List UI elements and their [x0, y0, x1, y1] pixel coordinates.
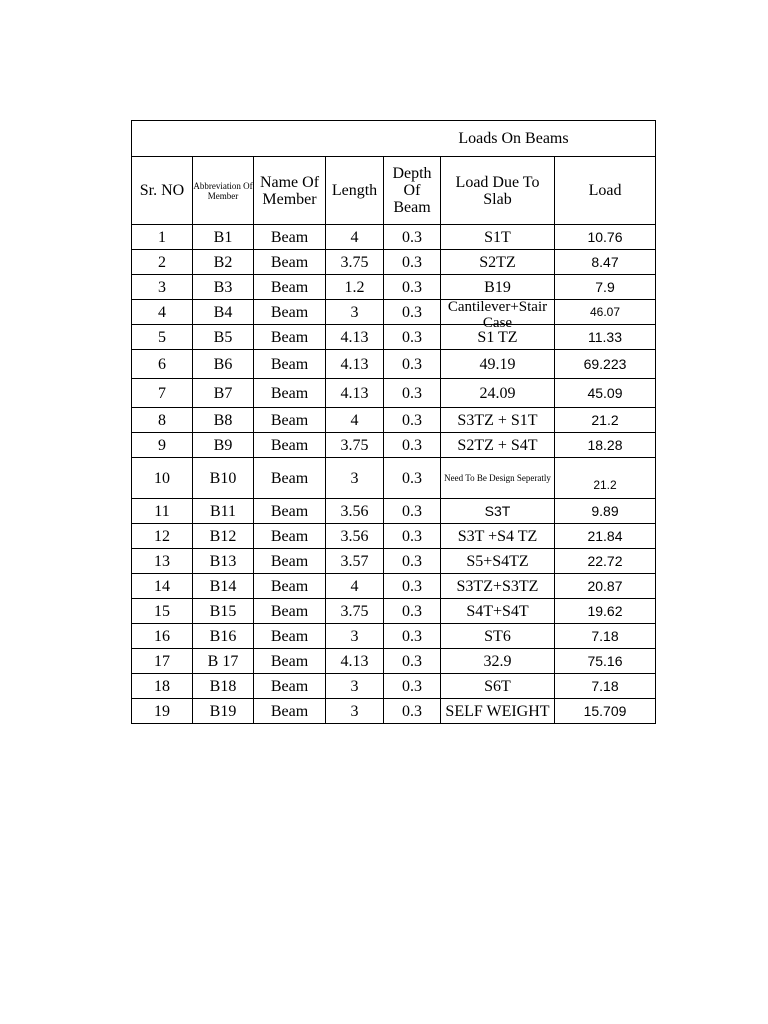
- depth-cell: 0.3: [384, 408, 441, 433]
- abbreviation-cell: B2: [193, 250, 254, 275]
- member-name-cell: Beam: [254, 325, 326, 350]
- member-name-cell: Beam: [254, 674, 326, 699]
- length-cell: 3: [326, 699, 384, 724]
- table-row: [132, 275, 656, 300]
- length-cell: 3: [326, 458, 384, 499]
- sr-no-cell: 8: [132, 408, 193, 433]
- load-cell: 7.9: [555, 275, 656, 300]
- depth-cell: 0.3: [384, 574, 441, 599]
- abbreviation-cell: B19: [193, 699, 254, 724]
- sr-no-cell: 11: [132, 499, 193, 524]
- load-due-to-slab-cell: Cantilever+Stair Case: [441, 300, 555, 325]
- load-due-to-slab-cell: S6T: [441, 674, 555, 699]
- load-due-to-slab-cell: SELF WEIGHT: [441, 699, 555, 724]
- member-name-cell: Beam: [254, 225, 326, 250]
- length-cell: 4: [326, 225, 384, 250]
- member-name-cell: Beam: [254, 433, 326, 458]
- load-cell: 8.47: [555, 250, 656, 275]
- sr-no-cell: 4: [132, 300, 193, 325]
- header-depth-of-beam: Depth Of Beam: [384, 157, 441, 225]
- load-cell: 21.2: [555, 408, 656, 433]
- sr-no-cell: 17: [132, 649, 193, 674]
- abbreviation-cell: B6: [193, 350, 254, 379]
- sr-no-cell: 19: [132, 699, 193, 724]
- abbreviation-cell: B12: [193, 524, 254, 549]
- loads-on-beams-table: [131, 120, 656, 724]
- load-due-to-slab-cell: S1T: [441, 225, 555, 250]
- length-cell: 4: [326, 408, 384, 433]
- header-load: Load: [555, 157, 656, 225]
- load-due-to-slab-cell: S3TZ + S1T: [441, 408, 555, 433]
- load-due-to-slab-cell: S2TZ + S4T: [441, 433, 555, 458]
- abbreviation-cell: B5: [193, 325, 254, 350]
- member-name-cell: Beam: [254, 624, 326, 649]
- load-due-to-slab-cell: S2TZ: [441, 250, 555, 275]
- sr-no-cell: 15: [132, 599, 193, 624]
- load-cell: 22.72: [555, 549, 656, 574]
- load-due-to-slab-cell: ST6: [441, 624, 555, 649]
- depth-cell: 0.3: [384, 250, 441, 275]
- length-cell: 3: [326, 674, 384, 699]
- table-row: [132, 433, 656, 458]
- load-cell: 69.223: [555, 350, 656, 379]
- length-cell: 3.56: [326, 499, 384, 524]
- table-row: [132, 499, 656, 524]
- abbreviation-cell: B13: [193, 549, 254, 574]
- header-name-of-member: Name Of Member: [254, 157, 326, 225]
- abbreviation-cell: B7: [193, 379, 254, 408]
- load-cell: 21.2: [555, 458, 656, 499]
- table-row: [132, 325, 656, 350]
- member-name-cell: Beam: [254, 275, 326, 300]
- depth-cell: 0.3: [384, 549, 441, 574]
- depth-cell: 0.3: [384, 674, 441, 699]
- sr-no-cell: 3: [132, 275, 193, 300]
- length-cell: 4.13: [326, 379, 384, 408]
- sr-no-cell: 1: [132, 225, 193, 250]
- depth-cell: 0.3: [384, 350, 441, 379]
- depth-cell: 0.3: [384, 275, 441, 300]
- length-cell: 1.2: [326, 275, 384, 300]
- sr-no-cell: 5: [132, 325, 193, 350]
- abbreviation-cell: B8: [193, 408, 254, 433]
- table-title: Loads On Beams: [132, 121, 656, 157]
- depth-cell: 0.3: [384, 458, 441, 499]
- member-name-cell: Beam: [254, 408, 326, 433]
- load-due-to-slab-cell: Need To Be Design Seperatly: [441, 458, 555, 499]
- depth-cell: 0.3: [384, 524, 441, 549]
- abbreviation-cell: B3: [193, 275, 254, 300]
- length-cell: 4: [326, 574, 384, 599]
- table-row: [132, 549, 656, 574]
- member-name-cell: Beam: [254, 524, 326, 549]
- header-sr-no: Sr. NO: [132, 157, 193, 225]
- sr-no-cell: 12: [132, 524, 193, 549]
- member-name-cell: Beam: [254, 350, 326, 379]
- sr-no-cell: 7: [132, 379, 193, 408]
- depth-cell: 0.3: [384, 300, 441, 325]
- load-cell: 75.16: [555, 649, 656, 674]
- load-due-to-slab-cell: S3T +S4 TZ: [441, 524, 555, 549]
- load-cell: 18.28: [555, 433, 656, 458]
- table-row: [132, 300, 656, 325]
- member-name-cell: Beam: [254, 699, 326, 724]
- table-row: [132, 699, 656, 724]
- depth-cell: 0.3: [384, 499, 441, 524]
- length-cell: 4.13: [326, 649, 384, 674]
- depth-cell: 0.3: [384, 225, 441, 250]
- member-name-cell: Beam: [254, 574, 326, 599]
- length-cell: 4.13: [326, 350, 384, 379]
- length-cell: 4.13: [326, 325, 384, 350]
- table-row: [132, 458, 656, 499]
- header-length: Length: [326, 157, 384, 225]
- length-cell: 3: [326, 624, 384, 649]
- load-cell: 21.84: [555, 524, 656, 549]
- load-due-to-slab-cell: S3T: [441, 499, 555, 524]
- header-load-due-to-slab: Load Due To Slab: [441, 157, 555, 225]
- member-name-cell: Beam: [254, 649, 326, 674]
- table-row: [132, 649, 656, 674]
- load-cell: 45.09: [555, 379, 656, 408]
- member-name-cell: Beam: [254, 300, 326, 325]
- table-row: [132, 225, 656, 250]
- member-name-cell: Beam: [254, 499, 326, 524]
- member-name-cell: Beam: [254, 549, 326, 574]
- length-cell: 3.57: [326, 549, 384, 574]
- depth-cell: 0.3: [384, 699, 441, 724]
- load-due-to-slab-cell: 49.19: [441, 350, 555, 379]
- sr-no-cell: 18: [132, 674, 193, 699]
- load-cell: 7.18: [555, 624, 656, 649]
- abbreviation-cell: B16: [193, 624, 254, 649]
- table-row: [132, 624, 656, 649]
- sr-no-cell: 2: [132, 250, 193, 275]
- load-cell: 9.89: [555, 499, 656, 524]
- abbreviation-cell: B9: [193, 433, 254, 458]
- load-due-to-slab-cell: S4T+S4T: [441, 599, 555, 624]
- load-cell: 7.18: [555, 674, 656, 699]
- depth-cell: 0.3: [384, 599, 441, 624]
- abbreviation-cell: B1: [193, 225, 254, 250]
- length-cell: 3.56: [326, 524, 384, 549]
- abbreviation-cell: B18: [193, 674, 254, 699]
- table-row: [132, 674, 656, 699]
- length-cell: 3.75: [326, 433, 384, 458]
- load-cell: 46.07: [555, 300, 656, 325]
- load-due-to-slab-cell: 32.9: [441, 649, 555, 674]
- load-due-to-slab-cell: S3TZ+S3TZ: [441, 574, 555, 599]
- table-row: [132, 599, 656, 624]
- sr-no-cell: 6: [132, 350, 193, 379]
- abbreviation-cell: B11: [193, 499, 254, 524]
- depth-cell: 0.3: [384, 379, 441, 408]
- member-name-cell: Beam: [254, 379, 326, 408]
- table-row: [132, 574, 656, 599]
- depth-cell: 0.3: [384, 649, 441, 674]
- load-due-to-slab-cell: 24.09: [441, 379, 555, 408]
- sr-no-cell: 14: [132, 574, 193, 599]
- length-cell: 3.75: [326, 250, 384, 275]
- sr-no-cell: 16: [132, 624, 193, 649]
- table-row: [132, 379, 656, 408]
- sr-no-cell: 13: [132, 549, 193, 574]
- member-name-cell: Beam: [254, 250, 326, 275]
- length-cell: 3: [326, 300, 384, 325]
- depth-cell: 0.3: [384, 624, 441, 649]
- abbreviation-cell: B 17: [193, 649, 254, 674]
- abbreviation-cell: B14: [193, 574, 254, 599]
- abbreviation-cell: B15: [193, 599, 254, 624]
- load-cell: 19.62: [555, 599, 656, 624]
- table-row: [132, 350, 656, 379]
- member-name-cell: Beam: [254, 458, 326, 499]
- abbreviation-cell: B10: [193, 458, 254, 499]
- load-cell: 20.87: [555, 574, 656, 599]
- member-name-cell: Beam: [254, 599, 326, 624]
- header-abbreviation: Abbreviation Of Member: [193, 157, 254, 225]
- depth-cell: 0.3: [384, 433, 441, 458]
- load-cell: 10.76: [555, 225, 656, 250]
- table-row: [132, 524, 656, 549]
- abbreviation-cell: B4: [193, 300, 254, 325]
- load-cell: 15.709: [555, 699, 656, 724]
- sr-no-cell: 9: [132, 433, 193, 458]
- depth-cell: 0.3: [384, 325, 441, 350]
- length-cell: 3.75: [326, 599, 384, 624]
- load-due-to-slab-cell: B19: [441, 275, 555, 300]
- load-due-to-slab-cell: S5+S4TZ: [441, 549, 555, 574]
- table-row: [132, 408, 656, 433]
- sr-no-cell: 10: [132, 458, 193, 499]
- table-row: [132, 250, 656, 275]
- load-due-to-slab-cell: S1 TZ: [441, 325, 555, 350]
- load-cell: 11.33: [555, 325, 656, 350]
